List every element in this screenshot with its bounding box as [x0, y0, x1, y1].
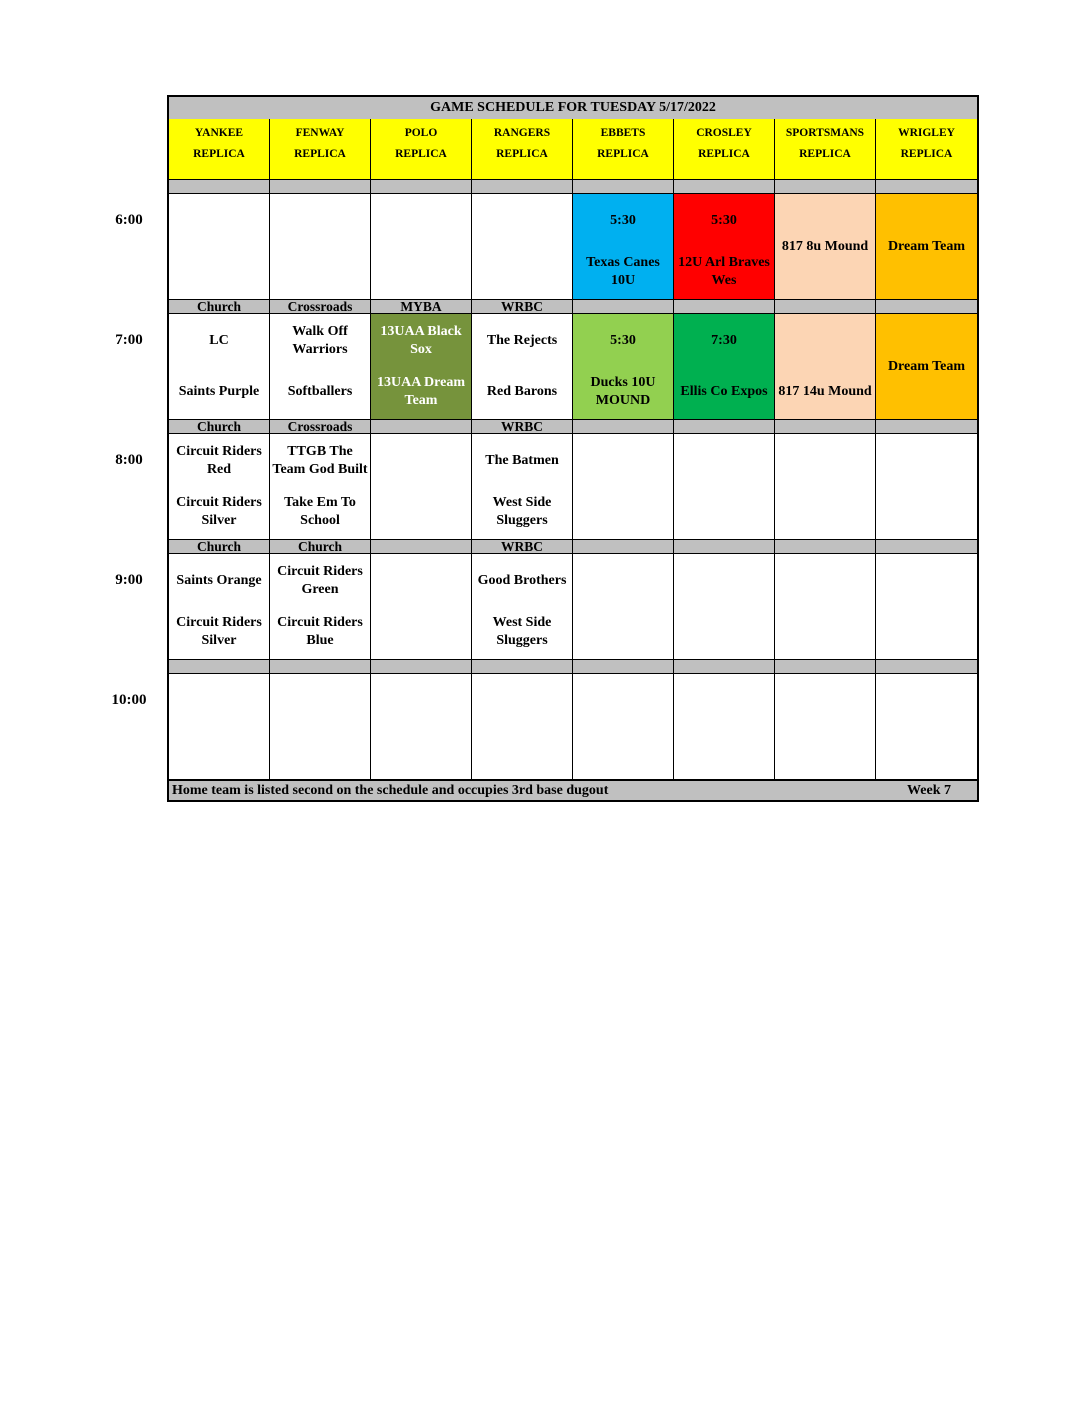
game-slot — [876, 434, 977, 539]
time-label: 7:00 — [115, 332, 143, 348]
game-slot — [775, 194, 876, 299]
game-slot — [169, 194, 270, 299]
home-team — [876, 730, 977, 774]
away-team — [573, 676, 673, 726]
game-slot — [674, 434, 775, 539]
game-slot — [674, 194, 775, 299]
away-team — [371, 196, 471, 246]
home-team: 817 14u Mound — [778, 384, 872, 399]
away-team — [775, 316, 875, 366]
field-header-sportsmans — [775, 119, 876, 179]
game-slot — [472, 434, 573, 539]
game-slot — [674, 554, 775, 659]
away-team: 5:30 — [610, 333, 636, 348]
club-band-label — [371, 539, 472, 554]
home-team — [674, 730, 774, 774]
away-team — [169, 676, 269, 726]
field-name: SPORTSMANS — [785, 127, 865, 139]
field-name: POLO — [404, 127, 438, 139]
field-header-rangers — [472, 119, 573, 179]
game-slot — [775, 434, 876, 539]
away-team: TTGB The Team God Built — [272, 444, 368, 477]
home-team: Red Barons — [486, 384, 558, 399]
home-team — [169, 730, 269, 774]
away-team — [674, 676, 774, 726]
field-sub: REPLICA — [698, 148, 750, 160]
home-team: Saints Purple — [178, 384, 260, 399]
time-label: 8:00 — [115, 452, 143, 468]
field-header-crosley — [674, 119, 775, 179]
club-band-label — [573, 659, 674, 674]
club-band-label — [876, 539, 977, 554]
home-team-note: Home team is listed second on the schedule and occupies 3rd base dugout — [172, 783, 609, 798]
game-slot — [573, 674, 674, 779]
club-band-label: WRBC — [472, 419, 573, 434]
club-band-label — [371, 659, 472, 674]
time-label: 6:00 — [115, 212, 143, 228]
club-band-label — [270, 659, 371, 674]
away-team — [371, 556, 471, 606]
away-team: Good Brothers — [477, 573, 567, 588]
club-band-label: WRBC — [472, 299, 573, 314]
field-name: EBBETS — [600, 127, 646, 139]
game-slot — [270, 194, 371, 299]
away-team — [371, 436, 471, 486]
field-header-yankee — [169, 119, 270, 179]
away-team: 5:30 — [610, 213, 636, 228]
home-team — [472, 730, 572, 774]
game-team: Dream Team — [887, 358, 966, 374]
away-team — [876, 676, 977, 726]
home-team — [371, 610, 471, 654]
game-slot — [472, 674, 573, 779]
home-team — [169, 250, 269, 294]
home-team — [674, 490, 774, 534]
game-slot — [573, 554, 674, 659]
away-team — [876, 556, 977, 606]
club-band-label: Church — [169, 539, 270, 554]
game-team: Dream Team — [887, 238, 966, 254]
game-slot — [472, 554, 573, 659]
game-slot — [674, 674, 775, 779]
home-team — [270, 250, 370, 294]
away-team — [775, 676, 875, 726]
club-band-label — [876, 299, 977, 314]
away-team: Saints Orange — [176, 573, 262, 588]
home-team — [371, 730, 471, 774]
club-band-label — [775, 659, 876, 674]
game-slot — [876, 554, 977, 659]
away-team: 5:30 — [711, 213, 737, 228]
game-slot — [876, 674, 977, 779]
club-band-label — [876, 179, 977, 194]
field-header-polo — [371, 119, 472, 179]
club-band-label — [169, 659, 270, 674]
home-team: Circuit Riders Silver — [176, 495, 262, 528]
club-band-label — [775, 419, 876, 434]
game-slot — [371, 554, 472, 659]
away-team: Walk Off Warriors — [292, 324, 348, 357]
club-band-label — [674, 419, 775, 434]
club-band-label — [371, 179, 472, 194]
club-band-label: MYBA — [371, 299, 472, 314]
home-team — [573, 490, 673, 534]
away-team: Circuit Riders Green — [277, 564, 363, 597]
away-team — [169, 196, 269, 246]
club-band-label — [573, 299, 674, 314]
away-team: Circuit Riders Red — [176, 444, 262, 477]
club-band-label — [674, 299, 775, 314]
club-band-label — [169, 179, 270, 194]
away-team — [775, 556, 875, 606]
away-team — [371, 676, 471, 726]
club-band-label — [876, 659, 977, 674]
field-name: YANKEE — [194, 127, 244, 139]
club-band-label: Church — [169, 419, 270, 434]
home-team — [371, 250, 471, 294]
field-sub: REPLICA — [395, 148, 447, 160]
club-band-label — [674, 539, 775, 554]
schedule-title: GAME SCHEDULE FOR TUESDAY 5/17/2022 — [169, 97, 977, 120]
time-label: 9:00 — [115, 572, 143, 588]
field-sub: REPLICA — [496, 148, 548, 160]
field-sub: REPLICA — [597, 148, 649, 160]
game-slot — [674, 314, 775, 419]
game-slot — [270, 434, 371, 539]
home-team: West Side Sluggers — [492, 495, 552, 528]
field-sub: REPLICA — [900, 148, 953, 160]
home-team: Take Em To School — [284, 495, 356, 528]
home-team — [775, 610, 875, 654]
home-team: 12U Arl Braves Wes — [678, 255, 770, 288]
home-team — [573, 730, 673, 774]
field-name: RANGERS — [493, 127, 551, 139]
club-band-label — [573, 179, 674, 194]
game-team: 817 8u Mound — [781, 238, 869, 254]
away-team — [472, 676, 572, 726]
home-team — [270, 730, 370, 774]
club-band-label: WRBC — [472, 539, 573, 554]
game-slot — [573, 314, 674, 419]
game-slot — [371, 194, 472, 299]
time-label: 10:00 — [111, 692, 147, 708]
club-band-label — [472, 179, 573, 194]
home-team: Ducks 10U MOUND — [590, 375, 656, 408]
away-team: The Batmen — [485, 453, 559, 468]
away-team — [876, 436, 977, 486]
game-slot — [169, 314, 270, 419]
home-team — [876, 610, 977, 654]
field-header-ebbets — [573, 119, 674, 179]
game-slot — [775, 314, 876, 419]
away-team — [472, 196, 572, 246]
club-band-label: Church — [169, 299, 270, 314]
game-slot — [472, 314, 573, 419]
away-team — [573, 556, 673, 606]
away-team — [775, 436, 875, 486]
home-team — [775, 730, 875, 774]
game-slot — [270, 554, 371, 659]
away-team — [270, 676, 370, 726]
field-sub: REPLICA — [193, 148, 245, 160]
away-team — [674, 556, 774, 606]
game-slot — [472, 194, 573, 299]
away-team — [270, 196, 370, 246]
game-slot — [169, 674, 270, 779]
away-team — [573, 436, 673, 486]
club-band-label — [775, 179, 876, 194]
field-sub: REPLICA — [294, 148, 346, 160]
game-slot — [169, 434, 270, 539]
game-slot — [270, 314, 371, 419]
away-team: 7:30 — [711, 333, 737, 348]
game-slot — [371, 674, 472, 779]
home-team — [876, 490, 977, 534]
club-band-label — [573, 419, 674, 434]
away-team: LC — [209, 333, 229, 348]
game-slot — [371, 434, 472, 539]
home-team: Circuit Riders Blue — [277, 615, 363, 648]
club-band-label — [472, 659, 573, 674]
home-team: Circuit Riders Silver — [176, 615, 262, 648]
club-band-label — [270, 179, 371, 194]
field-name: WRIGLEY — [898, 127, 955, 139]
home-team — [371, 490, 471, 534]
away-team: The Rejects — [486, 333, 558, 348]
club-band-label — [674, 179, 775, 194]
game-slot — [775, 674, 876, 779]
home-team — [472, 250, 572, 294]
home-team: Texas Canes 10U — [586, 255, 660, 288]
game-slot — [270, 674, 371, 779]
game-slot — [876, 314, 977, 419]
home-team — [573, 610, 673, 654]
club-band-label: Crossroads — [270, 299, 371, 314]
home-team — [775, 490, 875, 534]
home-team: West Side Sluggers — [492, 615, 552, 648]
home-team: 13UAA Dream Team — [376, 375, 465, 408]
schedule-table — [167, 95, 979, 802]
away-team: 13UAA Black Sox — [380, 324, 462, 357]
game-slot — [775, 554, 876, 659]
home-team: Softballers — [287, 384, 353, 399]
club-band-label — [775, 299, 876, 314]
field-name: CROSLEY — [696, 127, 752, 139]
club-band-label: Crossroads — [270, 419, 371, 434]
game-slot — [371, 314, 472, 419]
game-slot — [876, 194, 977, 299]
club-band-label — [674, 659, 775, 674]
club-band-label — [876, 419, 977, 434]
away-team — [674, 436, 774, 486]
club-band-label — [371, 419, 472, 434]
club-band-label — [775, 539, 876, 554]
field-name: FENWAY — [295, 127, 345, 139]
game-slot — [573, 434, 674, 539]
week-label: Week 7 — [907, 783, 951, 798]
field-header-wrigley — [876, 119, 977, 179]
game-slot — [169, 554, 270, 659]
club-band-label — [573, 539, 674, 554]
schedule-footer — [169, 779, 977, 800]
field-header-fenway — [270, 119, 371, 179]
field-sub: REPLICA — [799, 148, 851, 160]
home-team — [674, 610, 774, 654]
club-band-label: Church — [270, 539, 371, 554]
home-team: Ellis Co Expos — [680, 384, 768, 399]
game-slot — [573, 194, 674, 299]
